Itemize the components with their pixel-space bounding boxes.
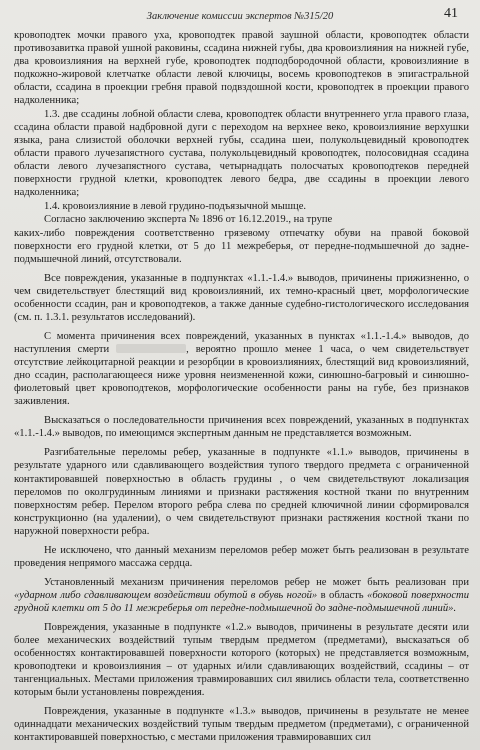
paragraph: каких-либо повреждения соответственно грязевому отпечатку обуви на правой боковой поверхности его грудной клетки, от 5 до 11 межреберья, от передне-подмышечной до задне-подмышечной линий, отсутствовали. (14, 227, 469, 265)
paragraph: Все повреждения, указанные в подпунктах «1.1.-1.4.» выводов, причинены прижизненно, о чем свидетельствует блестящий вид кровоизлияний, их темно-красный цвет, морфологические особенности ссадин, ран и кровоподтеков, а также данные судебно-гистологического исследования (см. п. 1.3.1. результатов исследований). (14, 272, 469, 323)
paragraph: Не исключено, что данный механизм переломов ребер может быть реализован в результате проведения непрямого массажа сердца. (14, 544, 469, 569)
quoted-text: «боковой поверхности грудной клетки от 5 до 11 межреберья от передне-подмышечной до задне-подмышечной линий». (14, 589, 469, 614)
page-number: 41 (444, 6, 458, 21)
redacted-name (116, 344, 186, 353)
paragraph-text: Согласно заключению эксперта № 1896 от 16.12.2019., на трупе (44, 214, 333, 226)
paragraph (14, 213, 469, 226)
header-title: Заключение комиссии экспертов №315/20 (146, 11, 334, 22)
paragraph: Повреждения, указанные в подпункте «1.3.» выводов, причинены в результате не менее одиннадцати механических воздействий тупым твердым предметом (предметами), с ограниченной контактировавшей поверхностью, с местами приложения травмировавших сил (14, 706, 469, 744)
page-header (0, 6, 480, 28)
paragraph (14, 330, 469, 408)
document-body (14, 29, 469, 745)
paragraph: Высказаться о последовательности причинения всех повреждений, указанных в подпунктах «1.1.-1.4.» выводов, по имеющимся экспертным данным не представляется возможным. (14, 415, 469, 440)
paragraph: 1.3. две ссадины лобной области слева, кровоподтек области внутреннего угла правого глаза, ссадина области правой надбровной дуги с переходом на верхнее веко, кровоизлияние верхушки языка, рана слизистой оболочки верхней губы, ссадина шеи, полукольцевидный кровоподтек области правого лучезапястного сустава, полукольцевидный кровоподтек, полосовидная ссадина области левого лучезапястного сустава, четырнадцать полосчатых кровоподтеков передней поверхности грудной клетки, кровоподтек левого бедра, две ссадины в проекции левого надколенника; (14, 108, 469, 199)
paragraph-text: в область (320, 589, 364, 601)
paragraph: Разгибательные переломы ребер, указанные в подпункте «1.1.» выводов, причинены в результате ударного или сдавливающего воздействия тупого твердого предмета с ограниченной контактировавшей поверхностью в область грудины , о чем свидетельствуют локализация переломов по околгрудинным линиями и признаки растяжения костной ткани по внутренним поверхностям ребер. Перелом второго ребра слева по средней ключичной линии сформировался конструкционно (на удалении), о чем свидетельствуют признаки растяжения костной ткани по наружной поверхности ребра. (14, 447, 469, 537)
paragraph-text: С момента причинения всех повреждений, указанных в пунктах «1.1.-1.4.» выводов, до наступления смерти (14, 331, 469, 356)
paragraph: Повреждения, указанные в подпункте «1.2.» выводов, причинены в результате десяти или более механических воздействий тупым твердым предметом (предметами), высказаться об особенностях контактировавшей поверхности которого (которых) не представляется возможным, кровоподтеки и кровоизлияния – от ударных и/или сдавливающих воздействий, ссадины – от тангенциальных. Местами приложения травмировавших сил явились области тела, соответственно которым были установлены повреждения. (14, 621, 469, 699)
paragraph (14, 576, 469, 615)
paragraph: кровоподтек мочки правого уха, кровоподтек правой заушной области, кровоподтек области противозавитка правой ушной раковины, ссадина нижней губы, два кровоизлияния на нижней губе, два кровоизлияния на верхней губе, кровоподтек подподбородочной области, кровоизлияние в подкожно-жировой клетчатке области левой ключицы, восемь кровоподтеков в эпигастральной области, ссадина в проекции гребня правой подвздошной кости, кровоподтек в проекции правого надколенника; (14, 30, 469, 107)
paragraph-text: Установленный механизм причинения переломов ребер не может быть реализован при (44, 576, 469, 588)
paragraph-text: , вероятно прошло менее 1 часа, о чем свидетельствует отсутствие лейкоцитарной реакции и резорбции в кровоизлияниях, блестящий вид кровоизлияний, дно ссадин, располагающееся ниже уровня неизмененной кожи, синюшно-багровый и синюшно-фиолетовый цвет кровоподтеков, морфологические особенности раны на губе, без признаков заживления. (14, 344, 469, 408)
paragraph: 1.4. кровоизлияние в левой грудино-подъязычной мышце. (44, 200, 307, 212)
quoted-text: «ударном либо сдавливающем воздействии обутой в обувь ногой» (14, 589, 318, 601)
